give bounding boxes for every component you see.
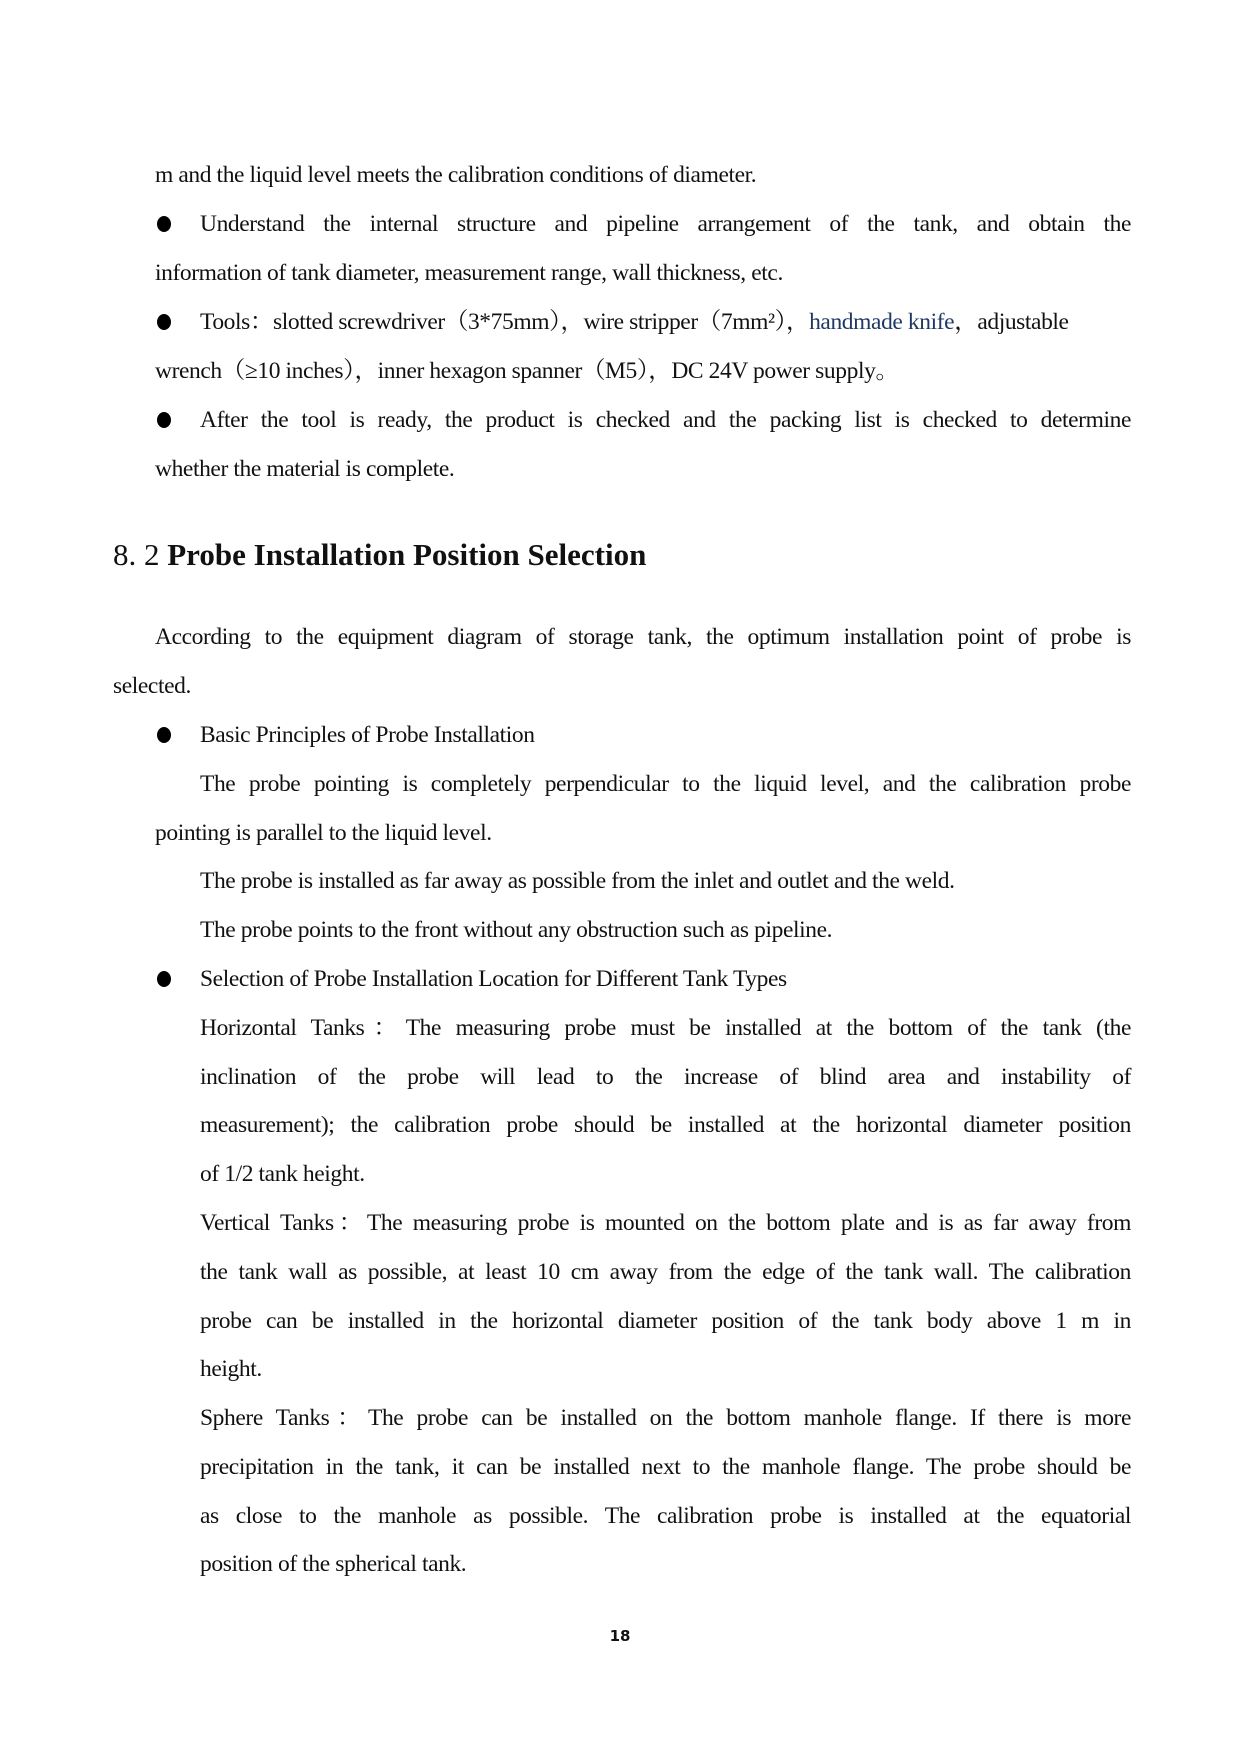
section-intro-continued: selected. — [113, 673, 191, 699]
horizontal-tanks-text: Horizontal Tanks：The measuring probe must be installed at the bottom of the tank (the — [200, 1015, 1131, 1041]
sphere-tanks-text: precipitation in the tank, it can be installed next to the manhole flange. The probe should be — [200, 1454, 1131, 1480]
vertical-tanks-text: probe can be installed in the horizontal diameter position of the tank body above 1 m in — [200, 1308, 1131, 1334]
tools-text-a: Tools：slotted screwdriver（3*75mm），wire stripper（7mm²）， — [200, 309, 810, 335]
principle-paragraph: The probe is installed as far away as possible from the inlet and outlet and the weld. — [200, 868, 955, 894]
bullet-icon — [157, 412, 171, 428]
principle-paragraph-continued: pointing is parallel to the liquid level. — [155, 820, 492, 846]
tank-types-heading: Selection of Probe Installation Location for Different Tank Types — [200, 966, 787, 992]
basic-principles-heading: Basic Principles of Probe Installation — [200, 722, 535, 748]
bullet-text-continued: whether the material is complete. — [155, 456, 455, 482]
section-heading — [113, 537, 646, 573]
tools-text-b: ，adjustable — [954, 309, 1069, 335]
vertical-tanks-text: height. — [200, 1356, 262, 1382]
horizontal-tanks-text: of 1/2 tank height. — [200, 1161, 365, 1187]
handmade-knife-text: handmade knife — [809, 309, 955, 335]
sphere-tanks-text: position of the spherical tank. — [200, 1551, 467, 1577]
section-intro: According to the equipment diagram of storage tank, the optimum installation point of probe is — [155, 624, 1131, 650]
sphere-tanks-text: as close to the manhole as possible. The calibration probe is installed at the equatorial — [200, 1503, 1131, 1529]
sphere-tanks-text: Sphere Tanks：The probe can be installed on the bottom manhole flange. If there is more — [200, 1405, 1131, 1431]
bullet-text: After the tool is ready, the product is checked and the packing list is checked to determine — [200, 407, 1131, 433]
bullet-icon — [157, 971, 171, 987]
section-title: Probe Installation Position Selection — [167, 537, 647, 572]
vertical-tanks-text: Vertical Tanks：The measuring probe is mounted on the bottom plate and is as far away from — [200, 1210, 1131, 1236]
principle-paragraph: The probe pointing is completely perpendicular to the liquid level, and the calibration probe — [200, 771, 1131, 797]
vertical-tanks-text: the tank wall as possible, at least 10 cm away from the edge of the tank wall. The calibration — [200, 1259, 1131, 1285]
tools-line — [200, 307, 1131, 337]
principle-paragraph: The probe points to the front without any obstruction such as pipeline. — [200, 917, 833, 943]
bullet-icon — [157, 727, 171, 743]
continuation-text: m and the liquid level meets the calibration conditions of diameter. — [155, 162, 757, 188]
tools-line-continued: wrench（≥10 inches），inner hexagon spanner（M5），DC 24V power supply。 — [155, 358, 899, 384]
bullet-icon — [157, 216, 171, 232]
horizontal-tanks-text: measurement); the calibration probe should be installed at the horizontal diameter position — [200, 1112, 1131, 1138]
bullet-icon — [157, 314, 171, 330]
bullet-text-continued: information of tank diameter, measurement range, wall thickness, etc. — [155, 260, 783, 286]
horizontal-tanks-text: inclination of the probe will lead to the increase of blind area and instability of — [200, 1064, 1131, 1090]
section-number: 8. 2 — [113, 537, 160, 572]
page-number: 18 — [609, 1627, 631, 1645]
bullet-text: Understand the internal structure and pipeline arrangement of the tank, and obtain the — [200, 211, 1131, 237]
